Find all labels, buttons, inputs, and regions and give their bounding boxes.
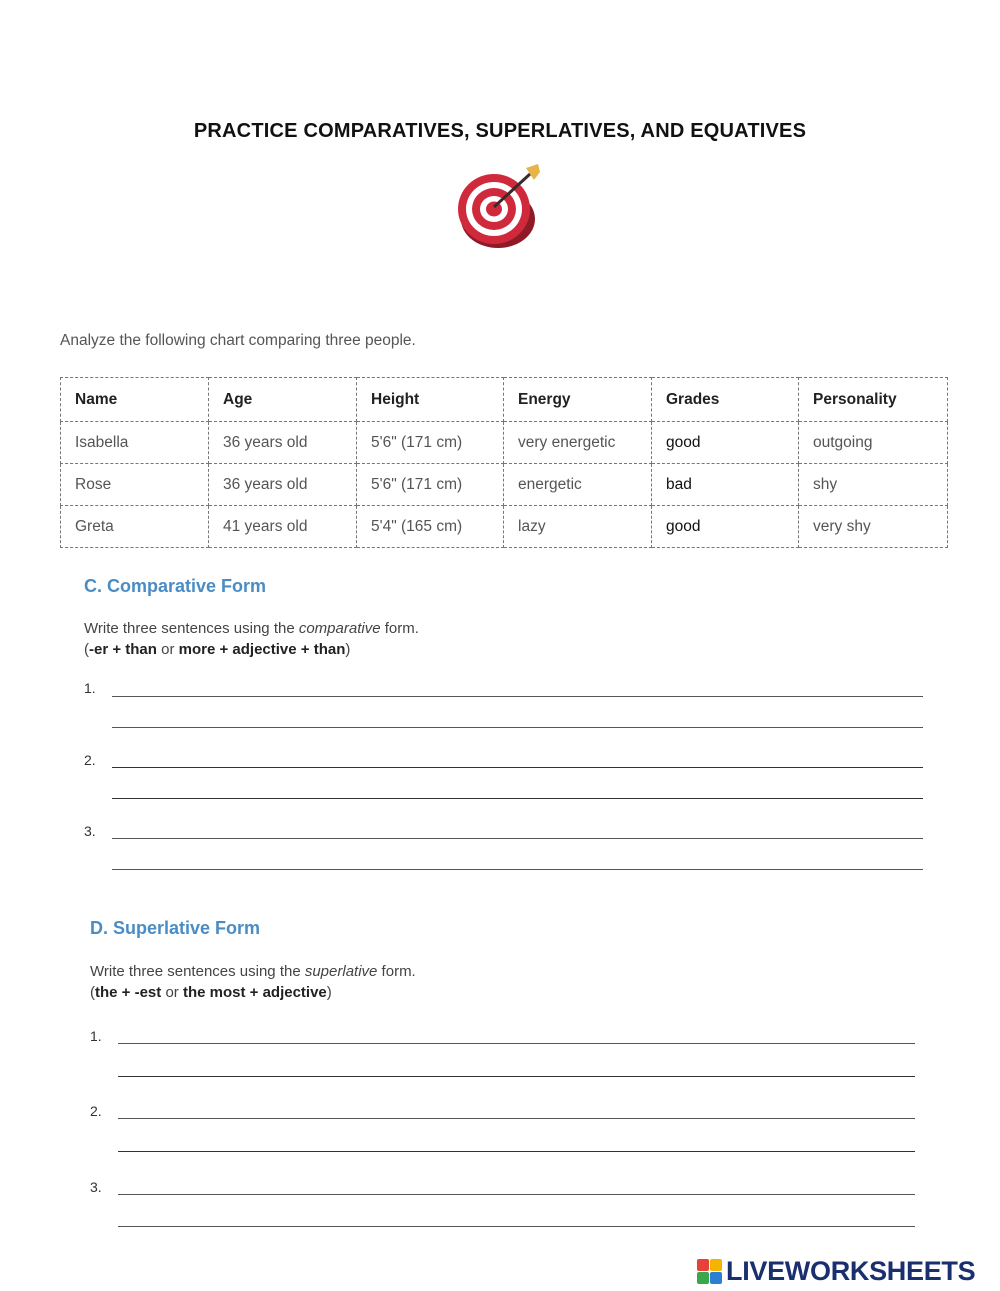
section-d-heading: D. Superlative Form — [90, 918, 261, 938]
cell-personality: shy — [799, 464, 948, 506]
instr-text: form. — [377, 963, 416, 980]
answer-line[interactable] — [112, 696, 923, 697]
instr-emphasis: comparative — [298, 620, 381, 637]
cell-name: Rose — [61, 464, 209, 506]
liveworksheets-logo — [697, 1255, 975, 1287]
rule-a: the + -est — [95, 984, 162, 1001]
table-row — [61, 422, 948, 464]
chart-intro: Analyze the following chart comparing three people. — [60, 332, 416, 349]
cell-height: 5'4" (165 cm) — [357, 506, 504, 548]
cell-age: 36 years old — [209, 464, 357, 506]
rule-paren: ( — [90, 984, 95, 1001]
answer-number: 1. — [84, 680, 96, 696]
cell-name: Isabella — [61, 422, 209, 464]
rule-b: the most + adjective — [182, 984, 327, 1001]
cell-height: 5'6" (171 cm) — [357, 464, 504, 506]
cell-grades: good — [652, 506, 799, 548]
section-d-instructions — [90, 961, 416, 1003]
answer-line[interactable] — [112, 767, 923, 768]
logo-block — [697, 1272, 709, 1284]
header-energy: Energy — [504, 378, 652, 422]
answer-line[interactable] — [118, 1076, 915, 1077]
answer-line[interactable] — [112, 727, 923, 728]
answer-line[interactable] — [112, 869, 923, 870]
rule-b: more + adjective + than — [178, 641, 346, 658]
answer-line[interactable] — [112, 798, 923, 799]
rule-or: or — [161, 984, 183, 1001]
answer-number: 2. — [90, 1103, 102, 1119]
answer-number: 3. — [90, 1179, 102, 1195]
comparison-chart — [60, 377, 948, 548]
cell-height: 5'6" (171 cm) — [357, 422, 504, 464]
answer-line[interactable] — [118, 1151, 915, 1152]
cell-age: 41 years old — [209, 506, 357, 548]
answer-line[interactable] — [118, 1226, 915, 1227]
table-row — [61, 506, 948, 548]
cell-name: Greta — [61, 506, 209, 548]
header-age: Age — [209, 378, 357, 422]
rule-paren: ) — [345, 641, 351, 658]
cell-personality: outgoing — [799, 422, 948, 464]
table-row — [61, 464, 948, 506]
answer-line[interactable] — [118, 1194, 915, 1195]
rule-a: -er + than — [89, 641, 157, 658]
header-personality: Personality — [799, 378, 948, 422]
instr-text: form. — [380, 620, 419, 637]
cell-energy: lazy — [504, 506, 652, 548]
cell-age: 36 years old — [209, 422, 357, 464]
answer-number: 1. — [90, 1028, 102, 1044]
instr-text: Write three sentences using the — [84, 620, 299, 637]
rule-paren: ( — [84, 641, 89, 658]
chart-header-row — [61, 378, 948, 422]
cell-energy: energetic — [504, 464, 652, 506]
answer-line[interactable] — [118, 1043, 915, 1044]
rule-or: or — [156, 641, 179, 658]
instr-text: Write three sentences using the — [90, 963, 305, 980]
header-grades: Grades — [652, 378, 799, 422]
section-c-heading: C. Comparative Form — [84, 576, 267, 596]
instr-emphasis: superlative — [304, 963, 378, 980]
answer-line[interactable] — [112, 838, 923, 839]
page-title: PRACTICE COMPARATIVES, SUPERLATIVES, AND EQUATIVES — [193, 120, 807, 142]
answer-number: 2. — [84, 752, 96, 768]
cell-energy: very energetic — [504, 422, 652, 464]
answer-number: 3. — [84, 823, 96, 839]
logo-block — [710, 1272, 722, 1284]
logo-block — [710, 1259, 722, 1271]
cell-grades: bad — [652, 464, 799, 506]
target-arrow-icon — [454, 164, 546, 250]
logo-blocks-icon — [697, 1259, 722, 1284]
logo-block — [697, 1259, 709, 1271]
logo-text: LIVEWORKSHEETS — [726, 1255, 976, 1286]
cell-grades: good — [652, 422, 799, 464]
rule-paren: ) — [326, 984, 332, 1001]
section-c-instructions — [84, 618, 419, 660]
header-height: Height — [357, 378, 504, 422]
cell-personality: very shy — [799, 506, 948, 548]
header-name: Name — [61, 378, 209, 422]
answer-line[interactable] — [118, 1118, 915, 1119]
